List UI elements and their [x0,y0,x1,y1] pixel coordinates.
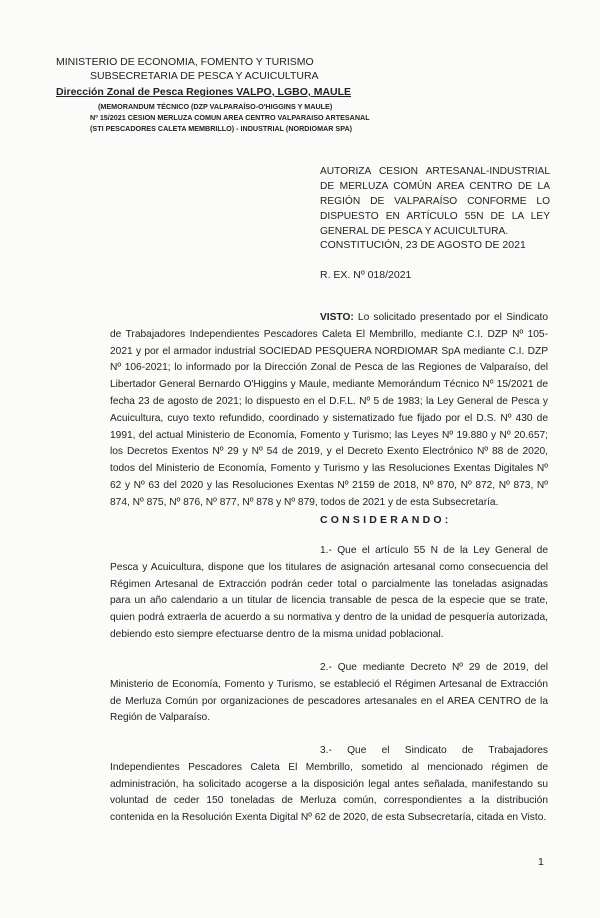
memo-reference-3: (STI PESCADORES CALETA MEMBRILLO) - INDUSTRIAL (NORDIOMAR SPA) [90,124,353,133]
considerando-heading: CONSIDERANDO: [320,514,452,526]
visto-label: VISTO: [320,312,354,323]
memo-reference-2: Nº 15/2021 CESION MERLUZA COMUN AREA CENTRO VALPARAISO ARTESANAL [90,113,370,122]
considerando-2: 2.- Que mediante Decreto Nº 29 de 2019, del Ministerio de Economía, Fomento y Turismo, se estableció el Régimen Artesanal de Extracción de Merluza Común por organizaciones de pescadores artesanales en el AREA CENTRO de la Región de Valparaíso. [110,662,548,724]
visto-text: Lo solicitado presentado por el Sindicato de Trabajadores Independientes Pescadores Caleta El Membrillo, mediante C.I. DZP Nº 105-2021 y por el armador industrial SOCIEDAD PESQUERA NORDIOMAR SpA mediante C.I. DZP Nº 106-2021; lo informado por la Dirección Zonal de Pesca de las Regiones de Valparaíso, del Libertador General Bernardo O'Higgins y Maule, mediante Memorándum Técnico Nº 15/2021 de fecha 23 de agosto de 2021; lo dispuesto en el D.F.L. Nº 5 de 1983; la Ley General de Pesca y Acuicultura, cuyo texto refundido, coordinado y sistematizado fue fijado por el D.S. Nº 430 de 1991, del actual Ministerio de Economía, Fomento y Turismo; las Leyes Nº 19.880 y Nº 20.657; los Decretos Exentos Nº 29 y Nº 54 de 2019, y el Decreto Exento Electrónico Nº 88 de 2020, todos del Ministerio de Economía, Fomento y Turismo y las Resoluciones Exentas Digitales Nº 62 y Nº 63 del 2020 y las Resoluciones Exentas Nº 2159 de 2018, Nº 870, Nº 872, Nº 873, Nº 874, Nº 875, Nº 876, Nº 877, Nº 878 y Nº 879, todos de 2021 y de esta Subsecretaría. [110,312,548,508]
considerando-1: 1.- Que el artículo 55 N de la Ley General de Pesca y Acuicultura, dispone que los titulares de asignación artesanal como consecuencia del Régimen Artesanal de Extracción podrán ceder total o parcialmente las toneladas asignadas para un año calendario a un titular de licencia transable de pesca de la especie que se trate, quien podrá extraerla de acuerdo a su normativa y dentro de la unidad de pesquería autorizada, debiendo esto siempre efectuarse dentro de la misma unidad poblacional. [110,545,548,640]
letterhead [56,56,370,133]
zonal-direction: Dirección Zonal de Pesca Regiones VALPO, LGBO, MAULE [56,86,352,98]
resolution-number: R. EX. Nº 018/2021 [320,269,412,281]
resolution-subject: AUTORIZA CESION ARTESANAL-INDUSTRIAL DE MERLUZA COMÚN AREA CENTRO DE LA REGIÓN DE VALPARAÍSO CONFORME LO DISPUESTO EN ARTÍCULO 55N DE LA LEY GENERAL DE PESCA Y ACUICULTURA. [320,166,550,237]
memo-reference-1: (MEMORANDUM TÉCNICO (DZP VALPARAÍSO-O'HIGGINS Y MAULE) [98,102,333,111]
ministry-name: MINISTERIO DE ECONOMIA, FOMENTO Y TURISMO [56,56,314,68]
visto-paragraph [110,310,548,512]
considerando-3: 3.- Que el Sindicato de Trabajadores Independientes Pescadores Caleta El Membrillo, sometido al mencionado régimen de administración, ha solicitado acogerse a la disposición legal antes señalada, manifestando su voluntad de ceder 150 toneladas de Merluza común, correspondientes a la distribución contenida en la Resolución Exenta Digital Nº 62 de 2020, de esta Subsecretaría, citada en Visto. [110,745,548,824]
place-date: CONSTITUCIÓN, 23 DE AGOSTO DE 2021 [320,239,526,251]
subsecretariat-name: SUBSECRETARIA DE PESCA Y ACUICULTURA [90,70,319,82]
page-number: 1 [538,856,544,868]
